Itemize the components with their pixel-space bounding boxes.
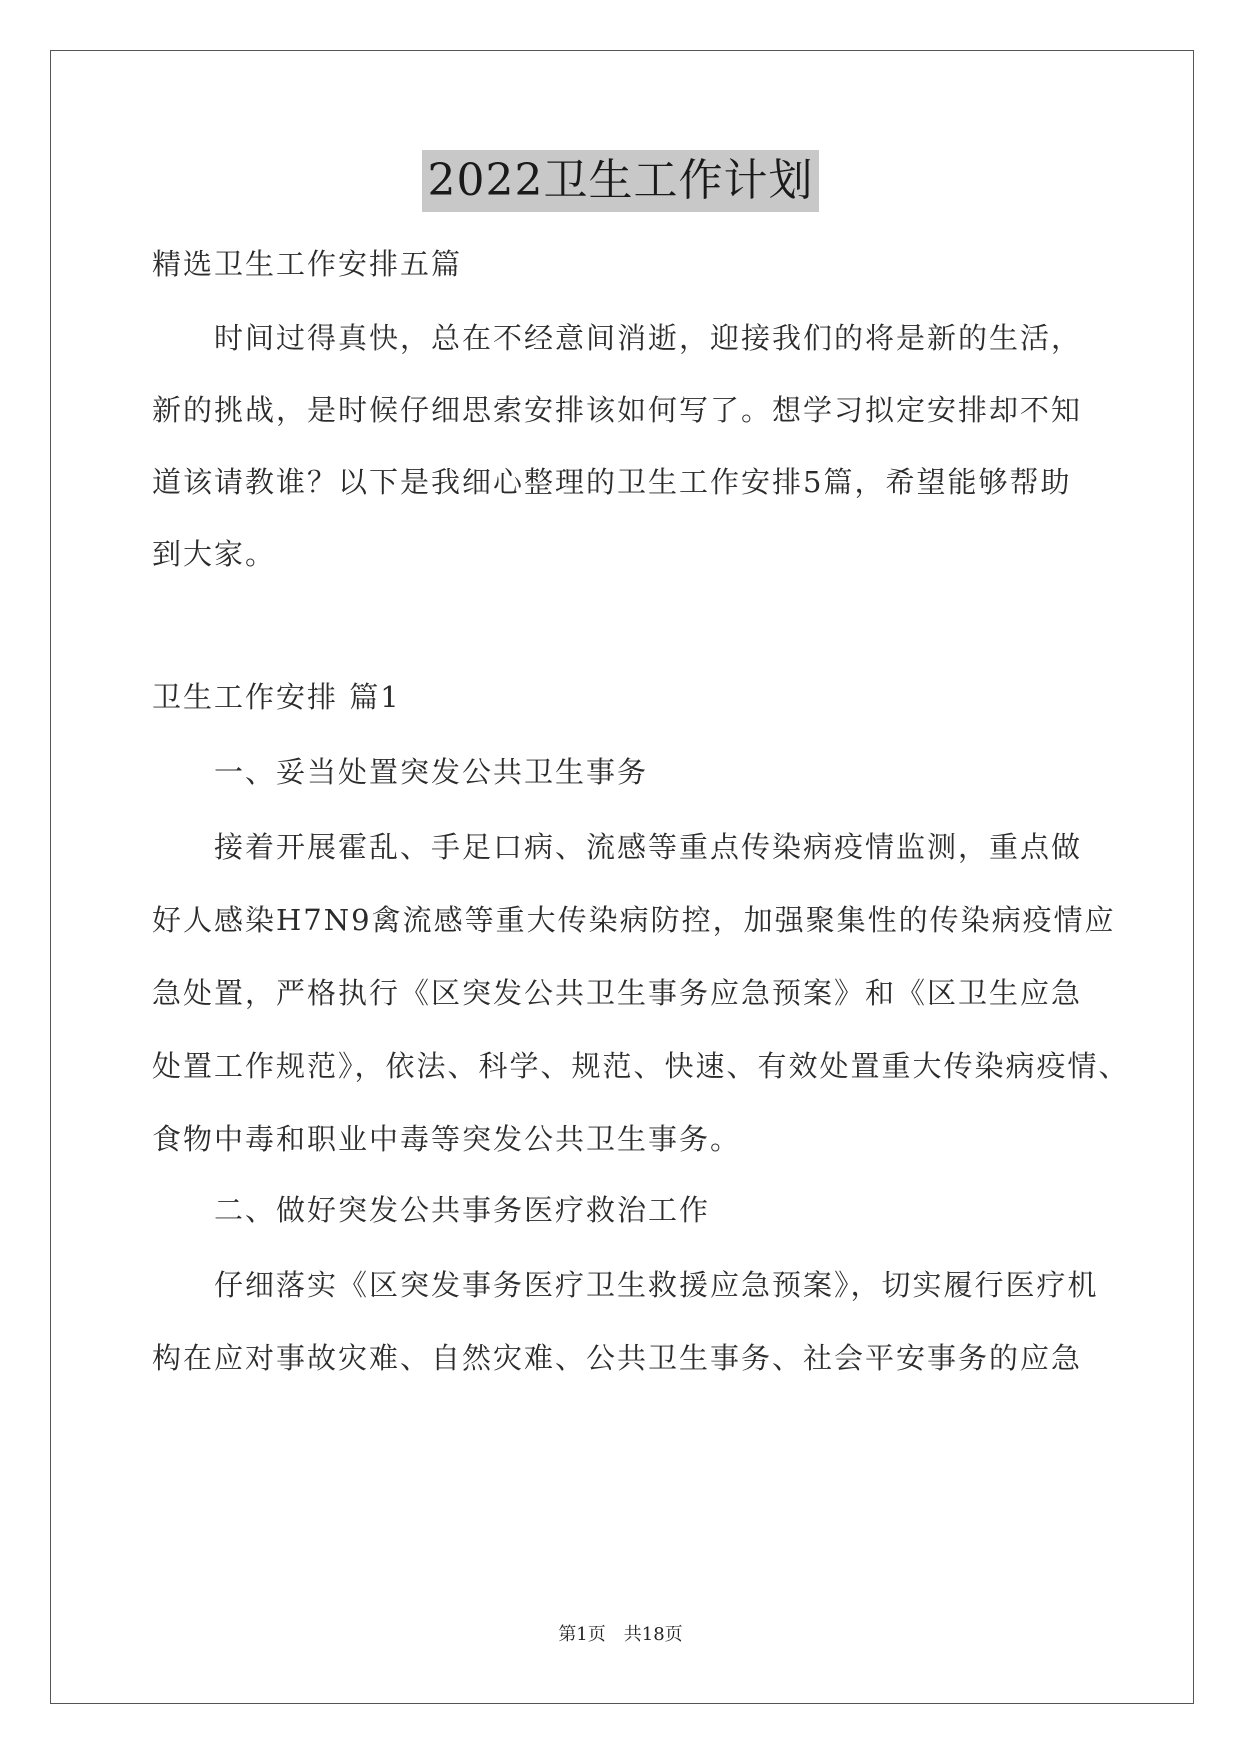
- item-heading: 二、做好突发公共事务医疗救治工作: [214, 1193, 711, 1227]
- paragraph-line: 急处置，严格执行《区突发公共卫生事务应急预案》和《区卫生应急: [152, 976, 1083, 1010]
- title-container: [0, 150, 1241, 212]
- page-footer: [0, 1623, 1241, 1647]
- paragraph-line: 好人感染H7N9禽流感等重大传染病防控，加强聚集性的传染病疫情应: [152, 903, 1116, 937]
- intro-line: 新的挑战，是时候仔细思索安排该如何写了。想学习拟定安排却不知: [152, 393, 1083, 427]
- paragraph-line: 仔细落实《区突发事务医疗卫生救援应急预案》，切实履行医疗机: [214, 1268, 1099, 1302]
- page-border: [50, 50, 1194, 1704]
- page-number: 第1页: [558, 1624, 606, 1645]
- intro-line: 到大家。: [152, 537, 277, 571]
- page-total: 共18页: [623, 1624, 683, 1645]
- paragraph-line: 构在应对事故灾难、自然灾难、公共卫生事务、社会平安事务的应急: [152, 1341, 1083, 1375]
- paragraph-line: 处置工作规范》，依法、科学、规范、快速、有效处置重大传染病疫情、: [152, 1049, 1130, 1083]
- intro-line: 道该请教谁？以下是我细心整理的卫生工作安排5篇，希望能够帮助: [152, 465, 1072, 499]
- paragraph-line: 接着开展霍乱、手足口病、流感等重点传染病疫情监测，重点做: [214, 830, 1083, 864]
- document-title: 2022卫生工作计划: [422, 150, 820, 212]
- paragraph-line: 食物中毒和职业中毒等突发公共卫生事务。: [152, 1122, 742, 1156]
- section-heading: 卫生工作安排 篇1: [152, 680, 401, 714]
- intro-line: 时间过得真快，总在不经意间消逝，迎接我们的将是新的生活，: [214, 321, 1083, 355]
- document-subtitle: 精选卫生工作安排五篇: [152, 247, 463, 281]
- item-heading: 一、妥当处置突发公共卫生事务: [214, 755, 649, 789]
